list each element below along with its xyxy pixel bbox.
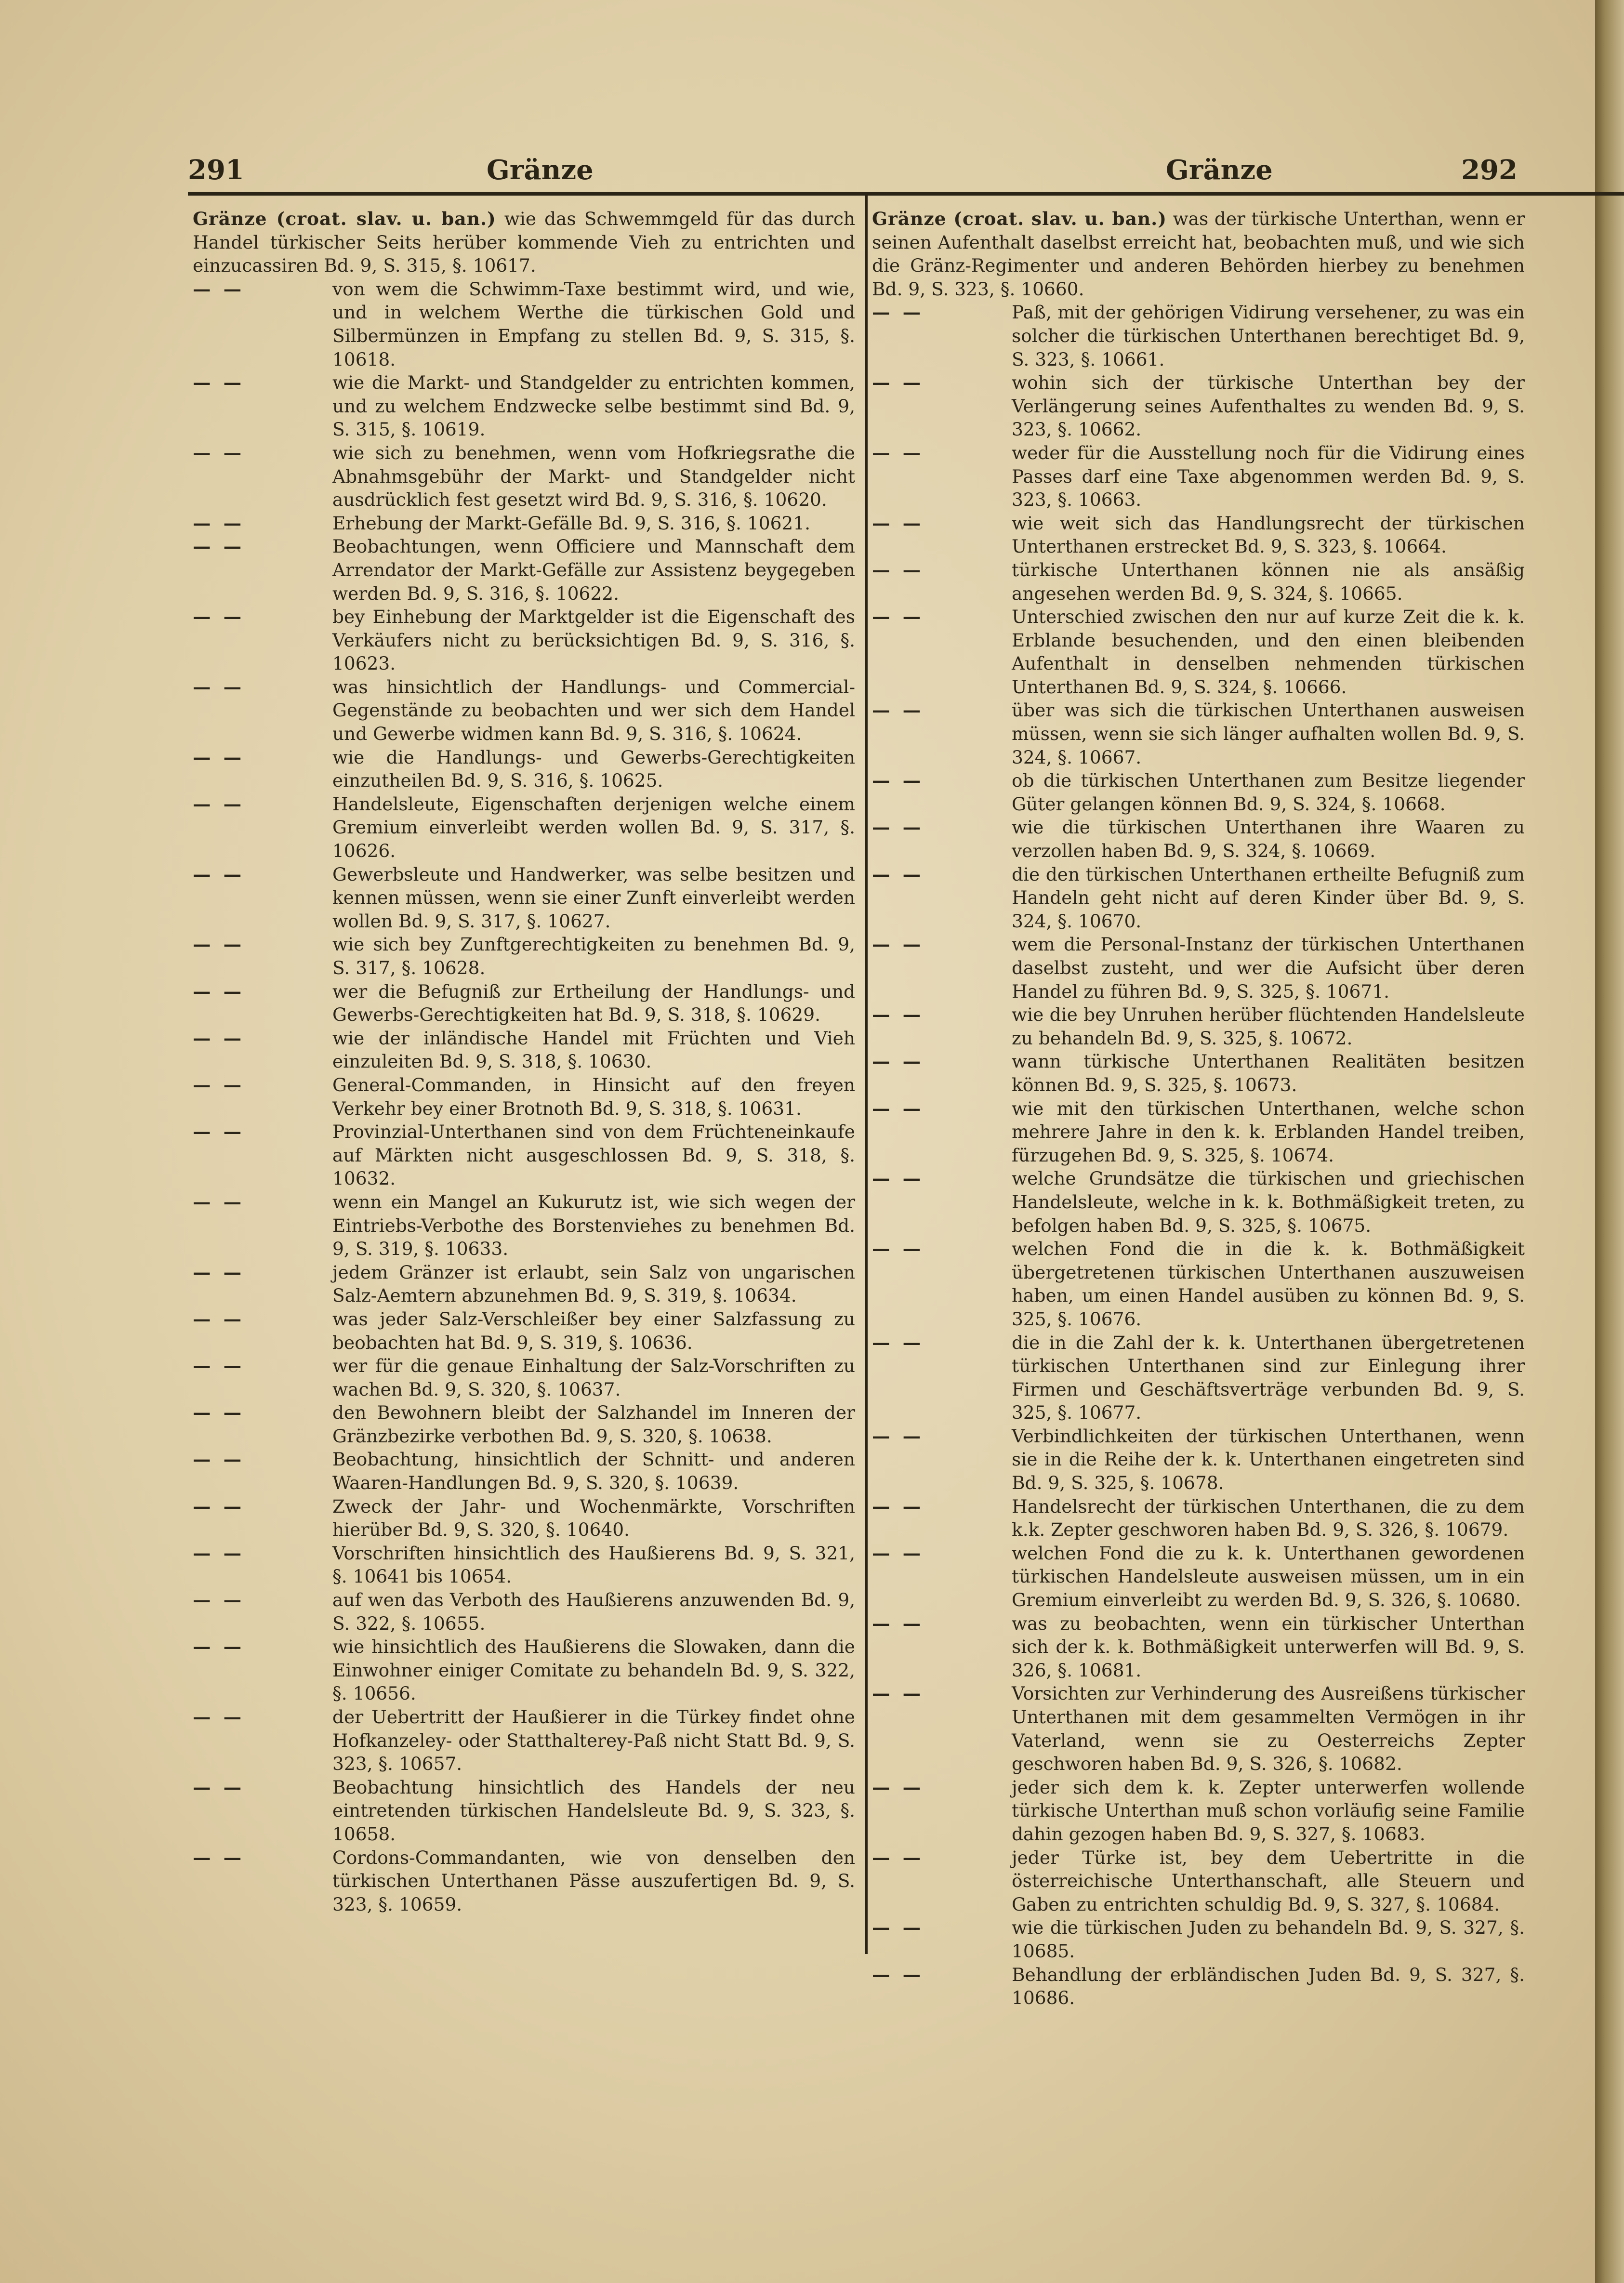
index-entry bbox=[193, 1401, 855, 1448]
index-entry bbox=[193, 605, 855, 675]
entry-text: Zweck der Jahr- und Wochenmärkte, Vorschriften hierüber Bd. 9, S. 320, §. 10640. bbox=[332, 1495, 855, 1541]
index-entry bbox=[193, 980, 855, 1027]
entry-text: Beobachtungen, wenn Officiere und Mannschaft dem Arrendator der Markt-Gefälle zur Assistenz beygegeben werden Bd. 9, S. 316, §. 10622. bbox=[332, 536, 855, 604]
index-entry bbox=[872, 1846, 1525, 1916]
ditto-dash: — — bbox=[872, 512, 921, 534]
entry-text: den Bewohnern bleibt der Salzhandel im Inneren der Gränzbezirke verbothen Bd. 9, S. 320, §. 10638. bbox=[332, 1402, 855, 1447]
ditto-dash: — — bbox=[193, 676, 242, 698]
entry-text: die den türkischen Unterthanen ertheilte Befugniß zum Handeln geht nicht auf deren Kinder über Bd. 9, S. 324, §. 10670. bbox=[1012, 863, 1525, 932]
entry-text: von wem die Schwimm-Taxe bestimmt wird, und wie, und in welchem Werthe die türkischen Gold und Silbermünzen in Empfang zu stellen Bd. 9, S. 315, §. 10618. bbox=[332, 278, 855, 370]
entry-text: der Uebertritt der Haußierer in die Türkey findet ohne Hofkanzeley- oder Statthalterey-Paß nicht Statt Bd. 9, S. 323, §. 10657. bbox=[332, 1706, 855, 1775]
ditto-dash: — — bbox=[872, 1917, 921, 1939]
index-entry bbox=[193, 512, 855, 535]
entry-text: wie sich bey Zunftgerechtigkeiten zu benehmen Bd. 9, S. 317, §. 10628. bbox=[332, 934, 855, 978]
index-entry bbox=[872, 558, 1525, 605]
ditto-dash: — — bbox=[193, 1495, 242, 1517]
index-entry bbox=[193, 1354, 855, 1401]
entry-text: was hinsichtlich der Handlungs- und Commercial-Gegenstände zu beobachten und wer sich dem Handel und Gewerbe widmen kann Bd. 9, S. 316, §. 10624. bbox=[332, 676, 855, 745]
ditto-dash: — — bbox=[872, 606, 921, 628]
ditto-dash: — — bbox=[193, 512, 242, 534]
index-entry bbox=[193, 1190, 855, 1261]
index-entry bbox=[193, 1261, 855, 1307]
index-entry bbox=[872, 605, 1525, 699]
ditto-dash: — — bbox=[872, 699, 921, 721]
entry-text: Behandlung der erbländischen Juden Bd. 9, S. 327, §. 10686. bbox=[1012, 1964, 1525, 2009]
ditto-dash: — — bbox=[872, 372, 921, 394]
ditto-dash: — — bbox=[193, 746, 242, 768]
index-entry bbox=[193, 863, 855, 933]
ditto-dash: — — bbox=[193, 1027, 242, 1049]
index-entry bbox=[193, 371, 855, 441]
entry-text: welchen Fond die in die k. k. Bothmäßigkeit übergetretenen türkischen Unterthanen auszuweisen haben, um einen Handel ausüben zu können Bd. 9, S. 325, §. 10676. bbox=[1012, 1238, 1525, 1330]
entry-text: wenn ein Mangel an Kukurutz ist, wie sich wegen der Eintriebs-Verbothe des Borstenviehes zu benehmen Bd. 9, S. 319, §. 10633. bbox=[332, 1191, 855, 1260]
index-entry bbox=[193, 1846, 855, 1916]
entry-text: wie die türkischen Unterthanen ihre Waaren zu verzollen haben Bd. 9, S. 324, §. 10669. bbox=[1012, 817, 1525, 862]
ditto-dash: — — bbox=[872, 442, 921, 463]
index-entry bbox=[872, 816, 1525, 862]
entry-text: wie die türkischen Juden zu behandeln Bd. 9, S. 327, §. 10685. bbox=[1012, 1917, 1525, 1962]
entry-text: Gewerbsleute und Handwerker, was selbe besitzen und kennen müssen, wenn sie einer Zunft einverleibt werden wollen Bd. 9, S. 317, §. 10627. bbox=[332, 863, 855, 932]
entry-text: bey Einhebung der Marktgelder ist die Eigenschaft des Verkäufers nicht zu berücksichtigen Bd. 9, S. 316, §. 10623. bbox=[332, 606, 855, 674]
ditto-dash: — — bbox=[872, 934, 921, 955]
entry-text: weder für die Ausstellung noch für die Vidirung eines Passes darf eine Taxe abgenommen werden Bd. 9, S. 323, §. 10663. bbox=[1012, 442, 1525, 511]
ditto-dash: — — bbox=[872, 1004, 921, 1026]
running-title-right: Gränze bbox=[1166, 154, 1273, 186]
index-entry bbox=[872, 1331, 1525, 1425]
page-header bbox=[188, 145, 1518, 188]
index-entry bbox=[872, 207, 1525, 301]
index-entry bbox=[193, 1495, 855, 1542]
entry-text: wie hinsichtlich des Haußierens die Slowaken, dann die Einwohner einiger Comitate zu behandeln Bd. 9, S. 322, §. 10656. bbox=[332, 1636, 855, 1704]
entry-text: jeder Türke ist, bey dem Uebertritte in die österreichische Unterthanschaft, alle Steuern und Gaben zu entrichten schuldig Bd. 9, S. 327, §. 10684. bbox=[1012, 1847, 1525, 1915]
index-entry bbox=[193, 675, 855, 746]
entry-text: wer die Befugniß zur Ertheilung der Handlungs- und Gewerbs-Gerechtigkeiten hat Bd. 9, S. 318, §. 10629. bbox=[332, 980, 855, 1026]
ditto-dash: — — bbox=[193, 1308, 242, 1330]
index-entry bbox=[193, 277, 855, 371]
entry-text: jeder sich dem k. k. Zepter unterwerfen wollende türkische Unterthan muß schon vorläufig seine Familie dahin gezogen haben Bd. 9, S. 327, §. 10683. bbox=[1012, 1776, 1525, 1845]
index-entry bbox=[872, 1963, 1525, 2010]
ditto-dash: — — bbox=[193, 980, 242, 1002]
ditto-dash: — — bbox=[193, 1636, 242, 1658]
ditto-dash: — — bbox=[193, 1074, 242, 1095]
entry-text: wie die bey Unruhen herüber flüchtenden Handelsleute zu behandeln Bd. 9, S. 325, §. 10672. bbox=[1012, 1004, 1525, 1049]
index-entry bbox=[193, 1776, 855, 1846]
entry-text: was zu beobachten, wenn ein türkischer Unterthan sich der k. k. Bothmäßigkeit unterwerfen will Bd. 9, S. 326, §. 10681. bbox=[1012, 1612, 1525, 1681]
ditto-dash: — — bbox=[872, 1168, 921, 1189]
ditto-dash: — — bbox=[872, 1495, 921, 1517]
entry-text: General-Commanden, in Hinsicht auf den freyen Verkehr bey einer Brotnoth Bd. 9, S. 318, §. 10631. bbox=[332, 1074, 855, 1119]
ditto-dash: — — bbox=[872, 1238, 921, 1260]
index-entry bbox=[872, 863, 1525, 933]
entry-text: über was sich die türkischen Unterthanen ausweisen müssen, wenn sie sich länger aufhalten wollen Bd. 9, S. 324, §. 10667. bbox=[1012, 699, 1525, 768]
entry-text: Paß, mit der gehörigen Vidirung versehener, zu was ein solcher die türkischen Unterthanen berechtiget Bd. 9, S. 323, §. 10661. bbox=[1012, 302, 1525, 370]
index-entry bbox=[193, 207, 855, 277]
index-entry bbox=[193, 1120, 855, 1190]
index-entry bbox=[872, 1776, 1525, 1846]
index-entry bbox=[193, 441, 855, 512]
entry-text: auf wen das Verboth des Haußierens anzuwenden Bd. 9, S. 322, §. 10655. bbox=[332, 1589, 855, 1634]
right-column bbox=[872, 207, 1525, 2010]
index-entry bbox=[193, 1542, 855, 1588]
ditto-dash: — — bbox=[193, 1191, 242, 1213]
entry-text: Cordons-Commandanten, wie von denselben den türkischen Unterthanen Pässe auszufertigen Bd. 9, S. 323, §. 10659. bbox=[332, 1847, 855, 1915]
ditto-dash: — — bbox=[193, 1589, 242, 1611]
index-entry bbox=[872, 1237, 1525, 1331]
entry-text: Vorschriften hinsichtlich des Haußierens Bd. 9, S. 321, §. 10641 bis 10654. bbox=[332, 1542, 855, 1587]
index-entry bbox=[193, 933, 855, 979]
index-entry bbox=[193, 1073, 855, 1120]
ditto-dash: — — bbox=[193, 1121, 242, 1143]
index-entry bbox=[193, 1307, 855, 1354]
ditto-dash: — — bbox=[193, 863, 242, 885]
index-entry bbox=[193, 1448, 855, 1494]
ditto-dash: — — bbox=[193, 1706, 242, 1728]
index-entry bbox=[193, 1027, 855, 1073]
entry-text: wie mit den türkischen Unterthanen, welche schon mehrere Jahre in den k. k. Erblanden Handel treiben, fürzugehen Bd. 9, S. 325, §. 10674. bbox=[1012, 1097, 1525, 1166]
entry-text: wie sich zu benehmen, wenn vom Hofkriegsrathe die Abnahmsgebühr der Markt- und Standgelder nicht ausdrücklich fest gesetzt wird Bd. 9, S. 316, §. 10620. bbox=[332, 442, 855, 511]
entry-text: jedem Gränzer ist erlaubt, sein Salz von ungarischen Salz-Aemtern abzunehmen Bd. 9, S. 319, §. 10634. bbox=[332, 1261, 855, 1306]
ditto-dash: — — bbox=[193, 442, 242, 463]
entry-text: Beobachtung, hinsichtlich der Schnitt- und anderen Waaren-Handlungen Bd. 9, S. 320, §. 10639. bbox=[332, 1449, 855, 1494]
index-entry bbox=[872, 1612, 1525, 1682]
index-entry bbox=[872, 301, 1525, 371]
index-entry bbox=[872, 933, 1525, 1003]
entry-body: was der türkische Unterthan, wenn er seinen Aufenthalt daselbst erreicht hat, beobachten muß, und wie sich die Gränz-Regimenter und anderen Behörden hierbey zu benehmen Bd. 9, S. 323, §. 10660. bbox=[872, 208, 1525, 300]
index-entry bbox=[872, 1003, 1525, 1050]
ditto-dash: — — bbox=[872, 1542, 921, 1564]
ditto-dash: — — bbox=[872, 1847, 921, 1868]
entry-lead-heading: Gränze (croat. slav. u. ban.) bbox=[872, 208, 1167, 229]
entry-text: wann türkische Unterthanen Realitäten besitzen können Bd. 9, S. 325, §. 10673. bbox=[1012, 1051, 1525, 1095]
entry-text bbox=[872, 207, 1525, 301]
index-entry bbox=[872, 1097, 1525, 1167]
index-entry bbox=[872, 1542, 1525, 1612]
ditto-dash: — — bbox=[193, 1449, 242, 1470]
entry-text: welchen Fond die zu k. k. Unterthanen gewordenen türkischen Handelsleute ausweisen müssen, um in ein Gremium einverleibt zu werden Bd. 9, S. 326, §. 10680. bbox=[1012, 1542, 1525, 1611]
page-number-right: 292 bbox=[1461, 154, 1518, 186]
index-entry bbox=[193, 746, 855, 792]
ditto-dash: — — bbox=[193, 536, 242, 557]
index-entry bbox=[872, 699, 1525, 769]
running-title-left: Gränze bbox=[487, 154, 594, 186]
index-entry bbox=[193, 1635, 855, 1705]
left-column bbox=[193, 207, 855, 1916]
index-entry bbox=[872, 1495, 1525, 1542]
index-entry bbox=[193, 1588, 855, 1635]
entry-text: welche Grundsätze die türkischen und griechischen Handelsleute, welche in k. k. Bothmäßigkeit treten, zu befolgen haben Bd. 9, S. 325, §. 10675. bbox=[1012, 1168, 1525, 1236]
ditto-dash: — — bbox=[872, 1683, 921, 1704]
entry-text: die in die Zahl der k. k. Unterthanen übergetretenen türkischen Unterthanen sind zur Einlegung ihrer Firmen und Geschäftsverträge verbunden Bd. 9, S. 325, §. 10677. bbox=[1012, 1332, 1525, 1424]
entry-text: wie der inländische Handel mit Früchten und Vieh einzuleiten Bd. 9, S. 318, §. 10630. bbox=[332, 1027, 855, 1072]
entry-text: Verbindlichkeiten der türkischen Unterthanen, wenn sie in die Reihe der k. k. Unterthanen eingetreten sind Bd. 9, S. 325, §. 10678. bbox=[1012, 1425, 1525, 1494]
ditto-dash: — — bbox=[193, 793, 242, 815]
column-divider bbox=[865, 196, 868, 1954]
entry-text: was jeder Salz-Verschleißer bey einer Salzfassung zu beobachten hat Bd. 9, S. 319, §. 10636. bbox=[332, 1308, 855, 1353]
ditto-dash: — — bbox=[193, 372, 242, 394]
entry-text bbox=[193, 207, 855, 277]
entry-text: wie die Markt- und Standgelder zu entrichten kommen, und zu welchem Endzwecke selbe bestimmt sind Bd. 9, S. 315, §. 10619. bbox=[332, 372, 855, 440]
entry-text: türkische Unterthanen können nie als ansäßig angesehen werden Bd. 9, S. 324, §. 10665. bbox=[1012, 559, 1525, 604]
page-number-left: 291 bbox=[188, 154, 244, 186]
ditto-dash: — — bbox=[193, 278, 242, 300]
ditto-dash: — — bbox=[193, 934, 242, 955]
ditto-dash: — — bbox=[872, 1332, 921, 1353]
index-entry bbox=[872, 1167, 1525, 1237]
index-entry bbox=[193, 535, 855, 605]
entry-text: Handelsleute, Eigenschaften derjenigen welche einem Gremium einverleibt werden wollen Bd. 9, S. 317, §. 10626. bbox=[332, 793, 855, 862]
ditto-dash: — — bbox=[872, 817, 921, 838]
ditto-dash: — — bbox=[872, 1964, 921, 1985]
entry-text: wem die Personal-Instanz der türkischen Unterthanen daselbst zusteht, und wer die Aufsicht über deren Handel zu führen Bd. 9, S. 325, §. 10671. bbox=[1012, 934, 1525, 1002]
ditto-dash: — — bbox=[872, 1051, 921, 1072]
entry-text: Erhebung der Markt-Gefälle Bd. 9, S. 316, §. 10621. bbox=[332, 512, 811, 534]
ditto-dash: — — bbox=[872, 302, 921, 323]
entry-text: wie weit sich das Handlungsrecht der türkischen Unterthanen erstrecket Bd. 9, S. 323, §. 10664. bbox=[1012, 512, 1525, 557]
entry-text: Beobachtung hinsichtlich des Handels der neu eintretenden türkischen Handelsleute Bd. 9, S. 323, §. 10658. bbox=[332, 1776, 855, 1845]
ditto-dash: — — bbox=[872, 770, 921, 792]
index-entry bbox=[193, 1705, 855, 1776]
entry-text: wer für die genaue Einhaltung der Salz-Vorschriften zu wachen Bd. 9, S. 320, §. 10637. bbox=[332, 1355, 855, 1400]
entry-text: Provinzial-Unterthanen sind von dem Früchteneinkaufe auf Märkten nicht ausgeschlossen Bd. 9, S. 318, §. 10632. bbox=[332, 1121, 855, 1189]
index-entry bbox=[872, 371, 1525, 441]
index-entry bbox=[193, 792, 855, 863]
entry-text: wie die Handlungs- und Gewerbs-Gerechtigkeiten einzutheilen Bd. 9, S. 316, §. 10625. bbox=[332, 746, 855, 792]
entry-lead-heading: Gränze (croat. slav. u. ban.) bbox=[193, 208, 496, 229]
index-entry bbox=[872, 441, 1525, 512]
ditto-dash: — — bbox=[193, 1542, 242, 1564]
index-entry bbox=[872, 1916, 1525, 1963]
ditto-dash: — — bbox=[872, 1612, 921, 1634]
ditto-dash: — — bbox=[193, 1402, 242, 1424]
entry-text: Vorsichten zur Verhinderung des Ausreißens türkischer Unterthanen mit dem gesammelten Vermögen in ihr Vaterland, wenn sie zu Oesterreichs Zepter geschworen haben Bd. 9, S. 326, §. 10682. bbox=[1012, 1683, 1525, 1775]
ditto-dash: — — bbox=[872, 1776, 921, 1798]
ditto-dash: — — bbox=[193, 1776, 242, 1798]
entry-body: wie das Schwemmgeld für das durch Handel türkischer Seits herüber kommende Vieh zu entrichten und einzucassiren Bd. 9, S. 315, §. 10617. bbox=[193, 208, 855, 277]
index-entry bbox=[872, 1050, 1525, 1096]
index-entry bbox=[872, 1682, 1525, 1775]
entry-text: Handelsrecht der türkischen Unterthanen, die zu dem k.k. Zepter geschworen haben Bd. 9, S. 326, §. 10679. bbox=[1012, 1495, 1525, 1541]
ditto-dash: — — bbox=[193, 1847, 242, 1868]
entry-text: Unterschied zwischen den nur auf kurze Zeit die k. k. Erblande besuchenden, und den einen bleibenden Aufenthalt in denselben nehmenden türkischen Unterthanen Bd. 9, S. 324, §. 10666. bbox=[1012, 606, 1525, 698]
ditto-dash: — — bbox=[193, 606, 242, 628]
index-entry bbox=[872, 769, 1525, 816]
ditto-dash: — — bbox=[872, 1097, 921, 1119]
entry-text: wohin sich der türkische Unterthan bey der Verlängerung seines Aufenthaltes zu wenden Bd. 9, S. 323, §. 10662. bbox=[1012, 372, 1525, 440]
ditto-dash: — — bbox=[193, 1261, 242, 1283]
ditto-dash: — — bbox=[872, 559, 921, 581]
index-entry bbox=[872, 512, 1525, 558]
ditto-dash: — — bbox=[193, 1355, 242, 1377]
header-rule bbox=[188, 192, 1624, 196]
ditto-dash: — — bbox=[872, 1425, 921, 1447]
index-entry bbox=[872, 1425, 1525, 1495]
ditto-dash: — — bbox=[872, 863, 921, 885]
entry-text: ob die türkischen Unterthanen zum Besitze liegender Güter gelangen können Bd. 9, S. 324, §. 10668. bbox=[1012, 770, 1525, 815]
book-gutter bbox=[1595, 0, 1624, 2283]
